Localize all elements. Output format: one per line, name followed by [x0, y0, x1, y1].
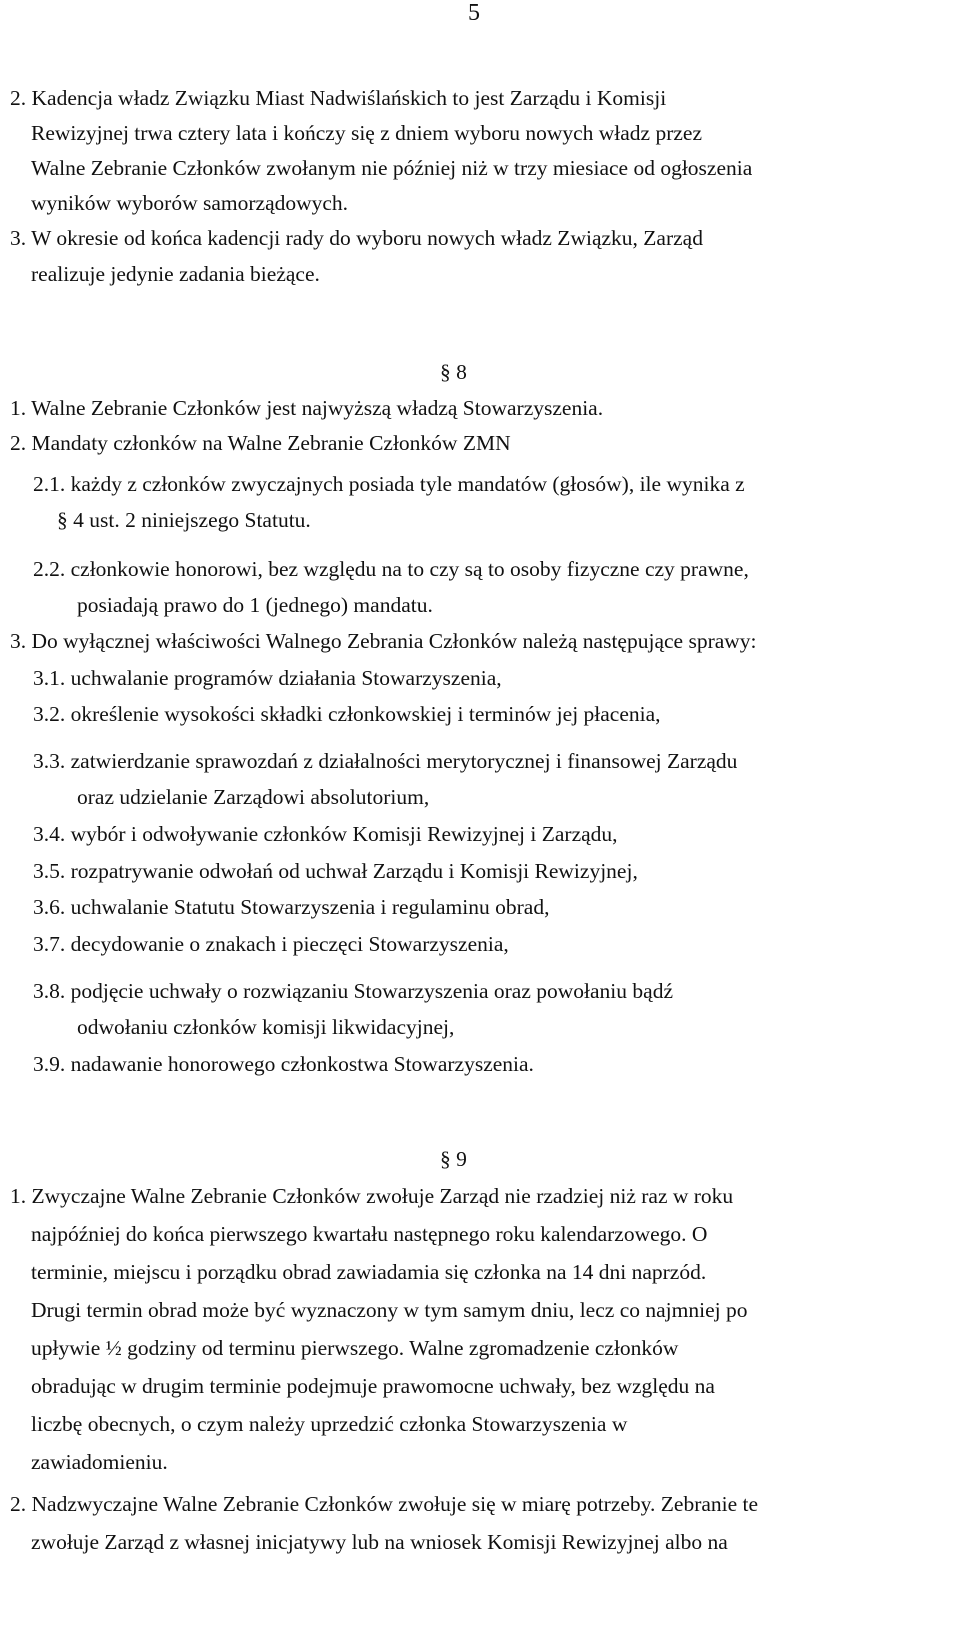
paragraph-line: zwołuje Zarząd z własnej inicjatywy lub na wniosek Komisji Rewizyjnej albo na: [31, 1530, 728, 1554]
paragraph-line: 2. Mandaty członków na Walne Zebranie Członków ZMN: [10, 431, 511, 455]
paragraph-line: 1. Zwyczajne Walne Zebranie Członków zwołuje Zarząd nie rzadziej niż raz w roku: [10, 1184, 734, 1208]
paragraph-line: 3.8. podjęcie uchwały o rozwiązaniu Stowarzyszenia oraz powołaniu bądź: [33, 979, 673, 1003]
paragraph-line: terminie, miejscu i porządku obrad zawiadamia się członka na 14 dni naprzód.: [31, 1260, 707, 1284]
paragraph-line: 2.2. członkowie honorowi, bez względu na to czy są to osoby fizyczne czy prawne,: [33, 557, 749, 581]
paragraph-line: 3.3. zatwierdzanie sprawozdań z działalności merytorycznej i finansowej Zarządu: [33, 749, 738, 773]
paragraph-line: posiadają prawo do 1 (jednego) mandatu.: [77, 593, 433, 617]
paragraph-line: § 4 ust. 2 niniejszego Statutu.: [57, 508, 311, 532]
paragraph-line: Drugi termin obrad może być wyznaczony w tym samym dniu, lecz co najmniej po: [31, 1298, 748, 1322]
paragraph-line: odwołaniu członków komisji likwidacyjnej,: [77, 1015, 455, 1039]
paragraph-line: 3.1. uchwalanie programów działania Stowarzyszenia,: [33, 666, 502, 690]
section-heading: § 9: [440, 1147, 467, 1171]
paragraph-line: liczbę obecnych, o czym należy uprzedzić członka Stowarzyszenia w: [31, 1412, 628, 1436]
paragraph-line: 3.5. rozpatrywanie odwołań od uchwał Zarządu i Komisji Rewizyjnej,: [33, 859, 638, 883]
paragraph-line: 3.4. wybór i odwoływanie członków Komisji Rewizyjnej i Zarządu,: [33, 822, 618, 846]
paragraph-line: oraz udzielanie Zarządowi absolutorium,: [77, 785, 430, 809]
paragraph-line: realizuje jedynie zadania bieżące.: [31, 262, 320, 286]
paragraph-line: 2. Nadzwyczajne Walne Zebranie Członków zwołuje się w miarę potrzeby. Zebranie te: [10, 1492, 759, 1516]
paragraph-line: zawiadomieniu.: [31, 1450, 168, 1474]
paragraph-line: 3.7. decydowanie o znakach i pieczęci Stowarzyszenia,: [33, 932, 509, 956]
paragraph-line: obradując w drugim terminie podejmuje prawomocne uchwały, bez względu na: [31, 1374, 715, 1398]
paragraph-line: 3.9. nadawanie honorowego członkostwa Stowarzyszenia.: [33, 1052, 534, 1076]
paragraph-line: 3. W okresie od końca kadencji rady do wyboru nowych władz Związku, Zarząd: [10, 226, 703, 250]
section-heading: § 8: [440, 360, 467, 384]
paragraph-line: wyników wyborów samorządowych.: [31, 191, 349, 215]
paragraph-line: 2.1. każdy z członków zwyczajnych posiada tyle mandatów (głosów), ile wynika z: [33, 472, 745, 496]
paragraph-line: upływie ½ godziny od terminu pierwszego. Walne zgromadzenie członków: [31, 1336, 679, 1360]
paragraph-line: Rewizyjnej trwa cztery lata i kończy się z dniem wyboru nowych władz przez: [31, 121, 703, 145]
paragraph-line: 3. Do wyłącznej właściwości Walnego Zebrania Członków należą następujące sprawy:: [10, 629, 757, 653]
paragraph-line: najpóźniej do końca pierwszego kwartału następnego roku kalendarzowego. O: [31, 1222, 708, 1246]
page-number: 5: [468, 0, 480, 26]
paragraph-line: Walne Zebranie Członków zwołanym nie później niż w trzy miesiace od ogłoszenia: [31, 156, 753, 180]
paragraph-line: 3.6. uchwalanie Statutu Stowarzyszenia i regulaminu obrad,: [33, 895, 550, 919]
paragraph-line: 2. Kadencja władz Związku Miast Nadwiślańskich to jest Zarządu i Komisji: [10, 86, 667, 110]
paragraph-line: 3.2. określenie wysokości składki członkowskiej i terminów jej płacenia,: [33, 702, 661, 726]
paragraph-line: 1. Walne Zebranie Członków jest najwyższą władzą Stowarzyszenia.: [10, 396, 604, 420]
